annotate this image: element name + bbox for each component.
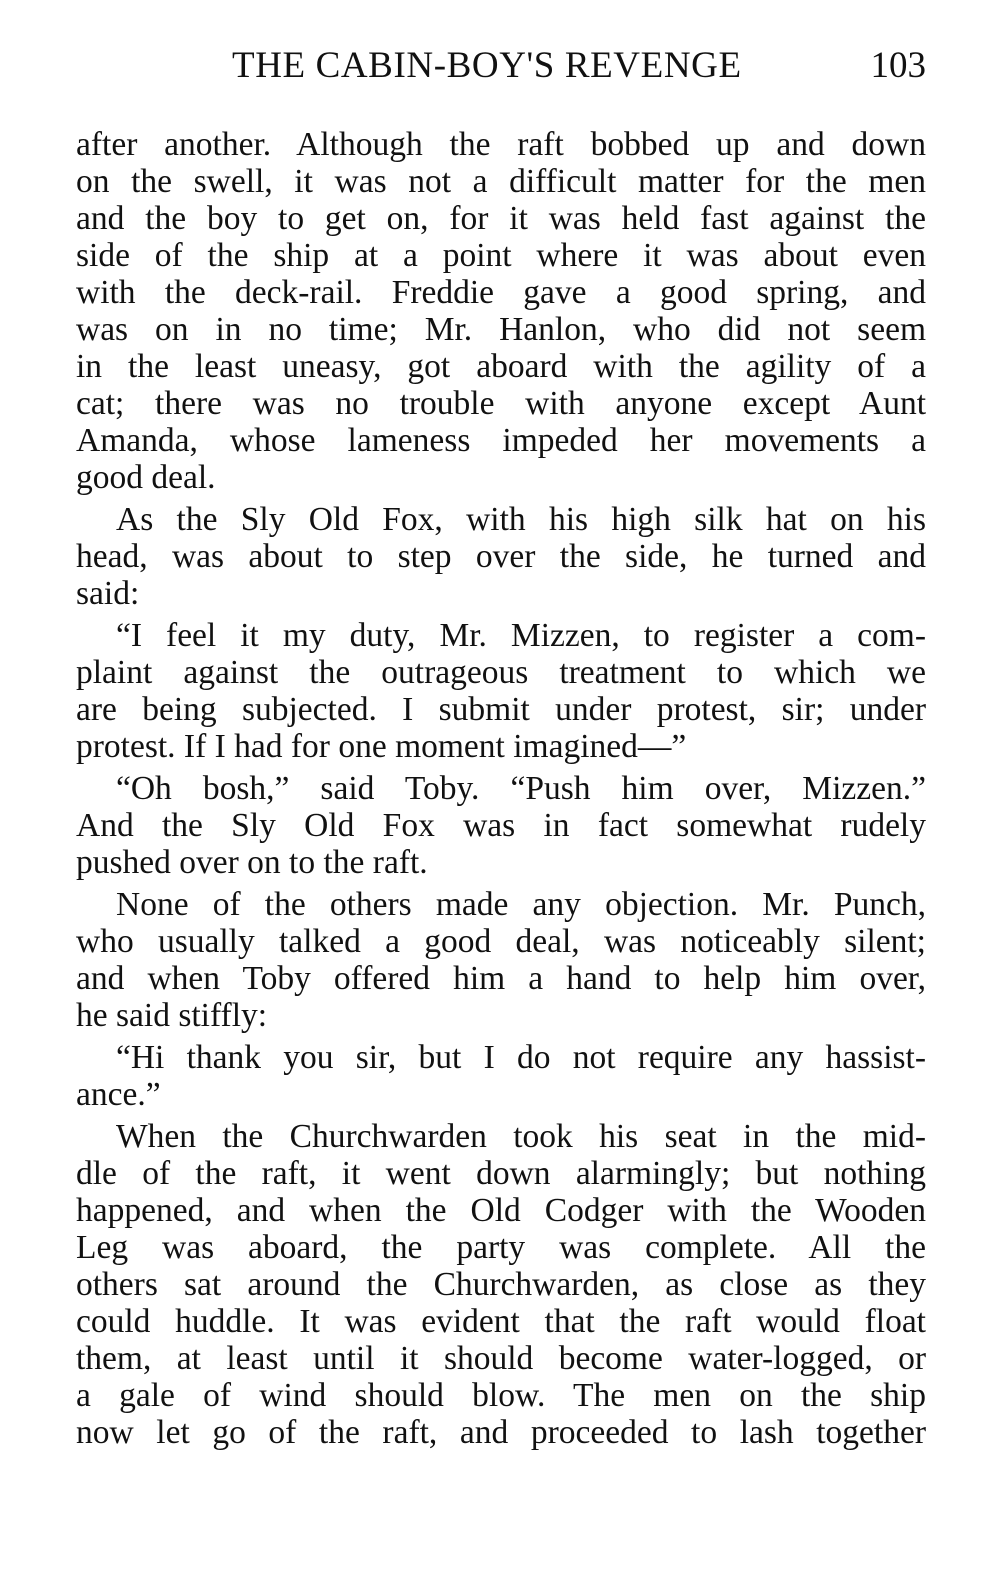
text-line: When the Churchwarden took his seat in the mid- bbox=[116, 1118, 926, 1155]
body-text bbox=[76, 126, 926, 1451]
text-line: others sat around the Churchwarden, as close as they bbox=[76, 1266, 926, 1303]
text-line: Leg was aboard, the party was complete. All the bbox=[76, 1229, 926, 1266]
text-line: plaint against the outrageous treatment to which we bbox=[76, 654, 926, 691]
text-line: cat; there was no trouble with anyone except Aunt bbox=[76, 385, 926, 422]
paragraph bbox=[76, 617, 926, 765]
text-line: on the swell, it was not a difficult matter for the men bbox=[76, 163, 926, 200]
text-line: said: bbox=[76, 575, 140, 612]
text-line: them, at least until it should become water-logged, or bbox=[76, 1340, 926, 1377]
paragraph bbox=[76, 1118, 926, 1451]
text-line: are being subjected. I submit under protest, sir; under bbox=[76, 691, 926, 728]
text-line: after another. Although the raft bobbed up and down bbox=[76, 126, 926, 163]
paragraph bbox=[76, 886, 926, 1034]
text-line: and when Toby offered him a hand to help him over, bbox=[76, 960, 926, 997]
text-line: ance.” bbox=[76, 1076, 161, 1113]
text-line: he said stiffly: bbox=[76, 997, 268, 1034]
text-line: “Hi thank you sir, but I do not require any hassist- bbox=[116, 1039, 926, 1076]
text-line: with the deck-rail. Freddie gave a good spring, and bbox=[76, 274, 926, 311]
paragraph bbox=[76, 1039, 926, 1113]
text-line: could huddle. It was evident that the raft would float bbox=[76, 1303, 926, 1340]
running-title: THE CABIN-BOY'S REVENGE bbox=[232, 45, 742, 86]
text-line: happened, and when the Old Codger with the Wooden bbox=[76, 1192, 926, 1229]
text-line: a gale of wind should blow. The men on the ship bbox=[76, 1377, 926, 1414]
text-line: And the Sly Old Fox was in fact somewhat rudely bbox=[76, 807, 926, 844]
text-line: good deal. bbox=[76, 459, 216, 496]
text-line: pushed over on to the raft. bbox=[76, 844, 428, 881]
text-line: and the boy to get on, for it was held fast against the bbox=[76, 200, 926, 237]
text-line: “I feel it my duty, Mr. Mizzen, to register a com- bbox=[116, 617, 926, 654]
page-number: 103 bbox=[870, 45, 926, 86]
text-line: dle of the raft, it went down alarmingly; but nothing bbox=[76, 1155, 926, 1192]
text-line: was on in no time; Mr. Hanlon, who did not seem bbox=[76, 311, 926, 348]
text-line: side of the ship at a point where it was about even bbox=[76, 237, 926, 274]
text-line: None of the others made any objection. Mr. Punch, bbox=[116, 886, 926, 923]
text-line: protest. If I had for one moment imagined—” bbox=[76, 728, 687, 765]
text-line: Amanda, whose lameness impeded her movements a bbox=[76, 422, 926, 459]
text-line: now let go of the raft, and proceeded to lash together bbox=[76, 1414, 926, 1451]
running-head bbox=[76, 44, 926, 88]
text-line: head, was about to step over the side, he turned and bbox=[76, 538, 926, 575]
paragraph bbox=[76, 770, 926, 881]
paragraph bbox=[76, 126, 926, 496]
text-line: who usually talked a good deal, was noticeably silent; bbox=[76, 923, 926, 960]
text-line: in the least uneasy, got aboard with the agility of a bbox=[76, 348, 926, 385]
text-line: As the Sly Old Fox, with his high silk hat on his bbox=[116, 501, 926, 538]
text-line: “Oh bosh,” said Toby. “Push him over, Mizzen.” bbox=[116, 770, 926, 807]
paragraph bbox=[76, 501, 926, 612]
